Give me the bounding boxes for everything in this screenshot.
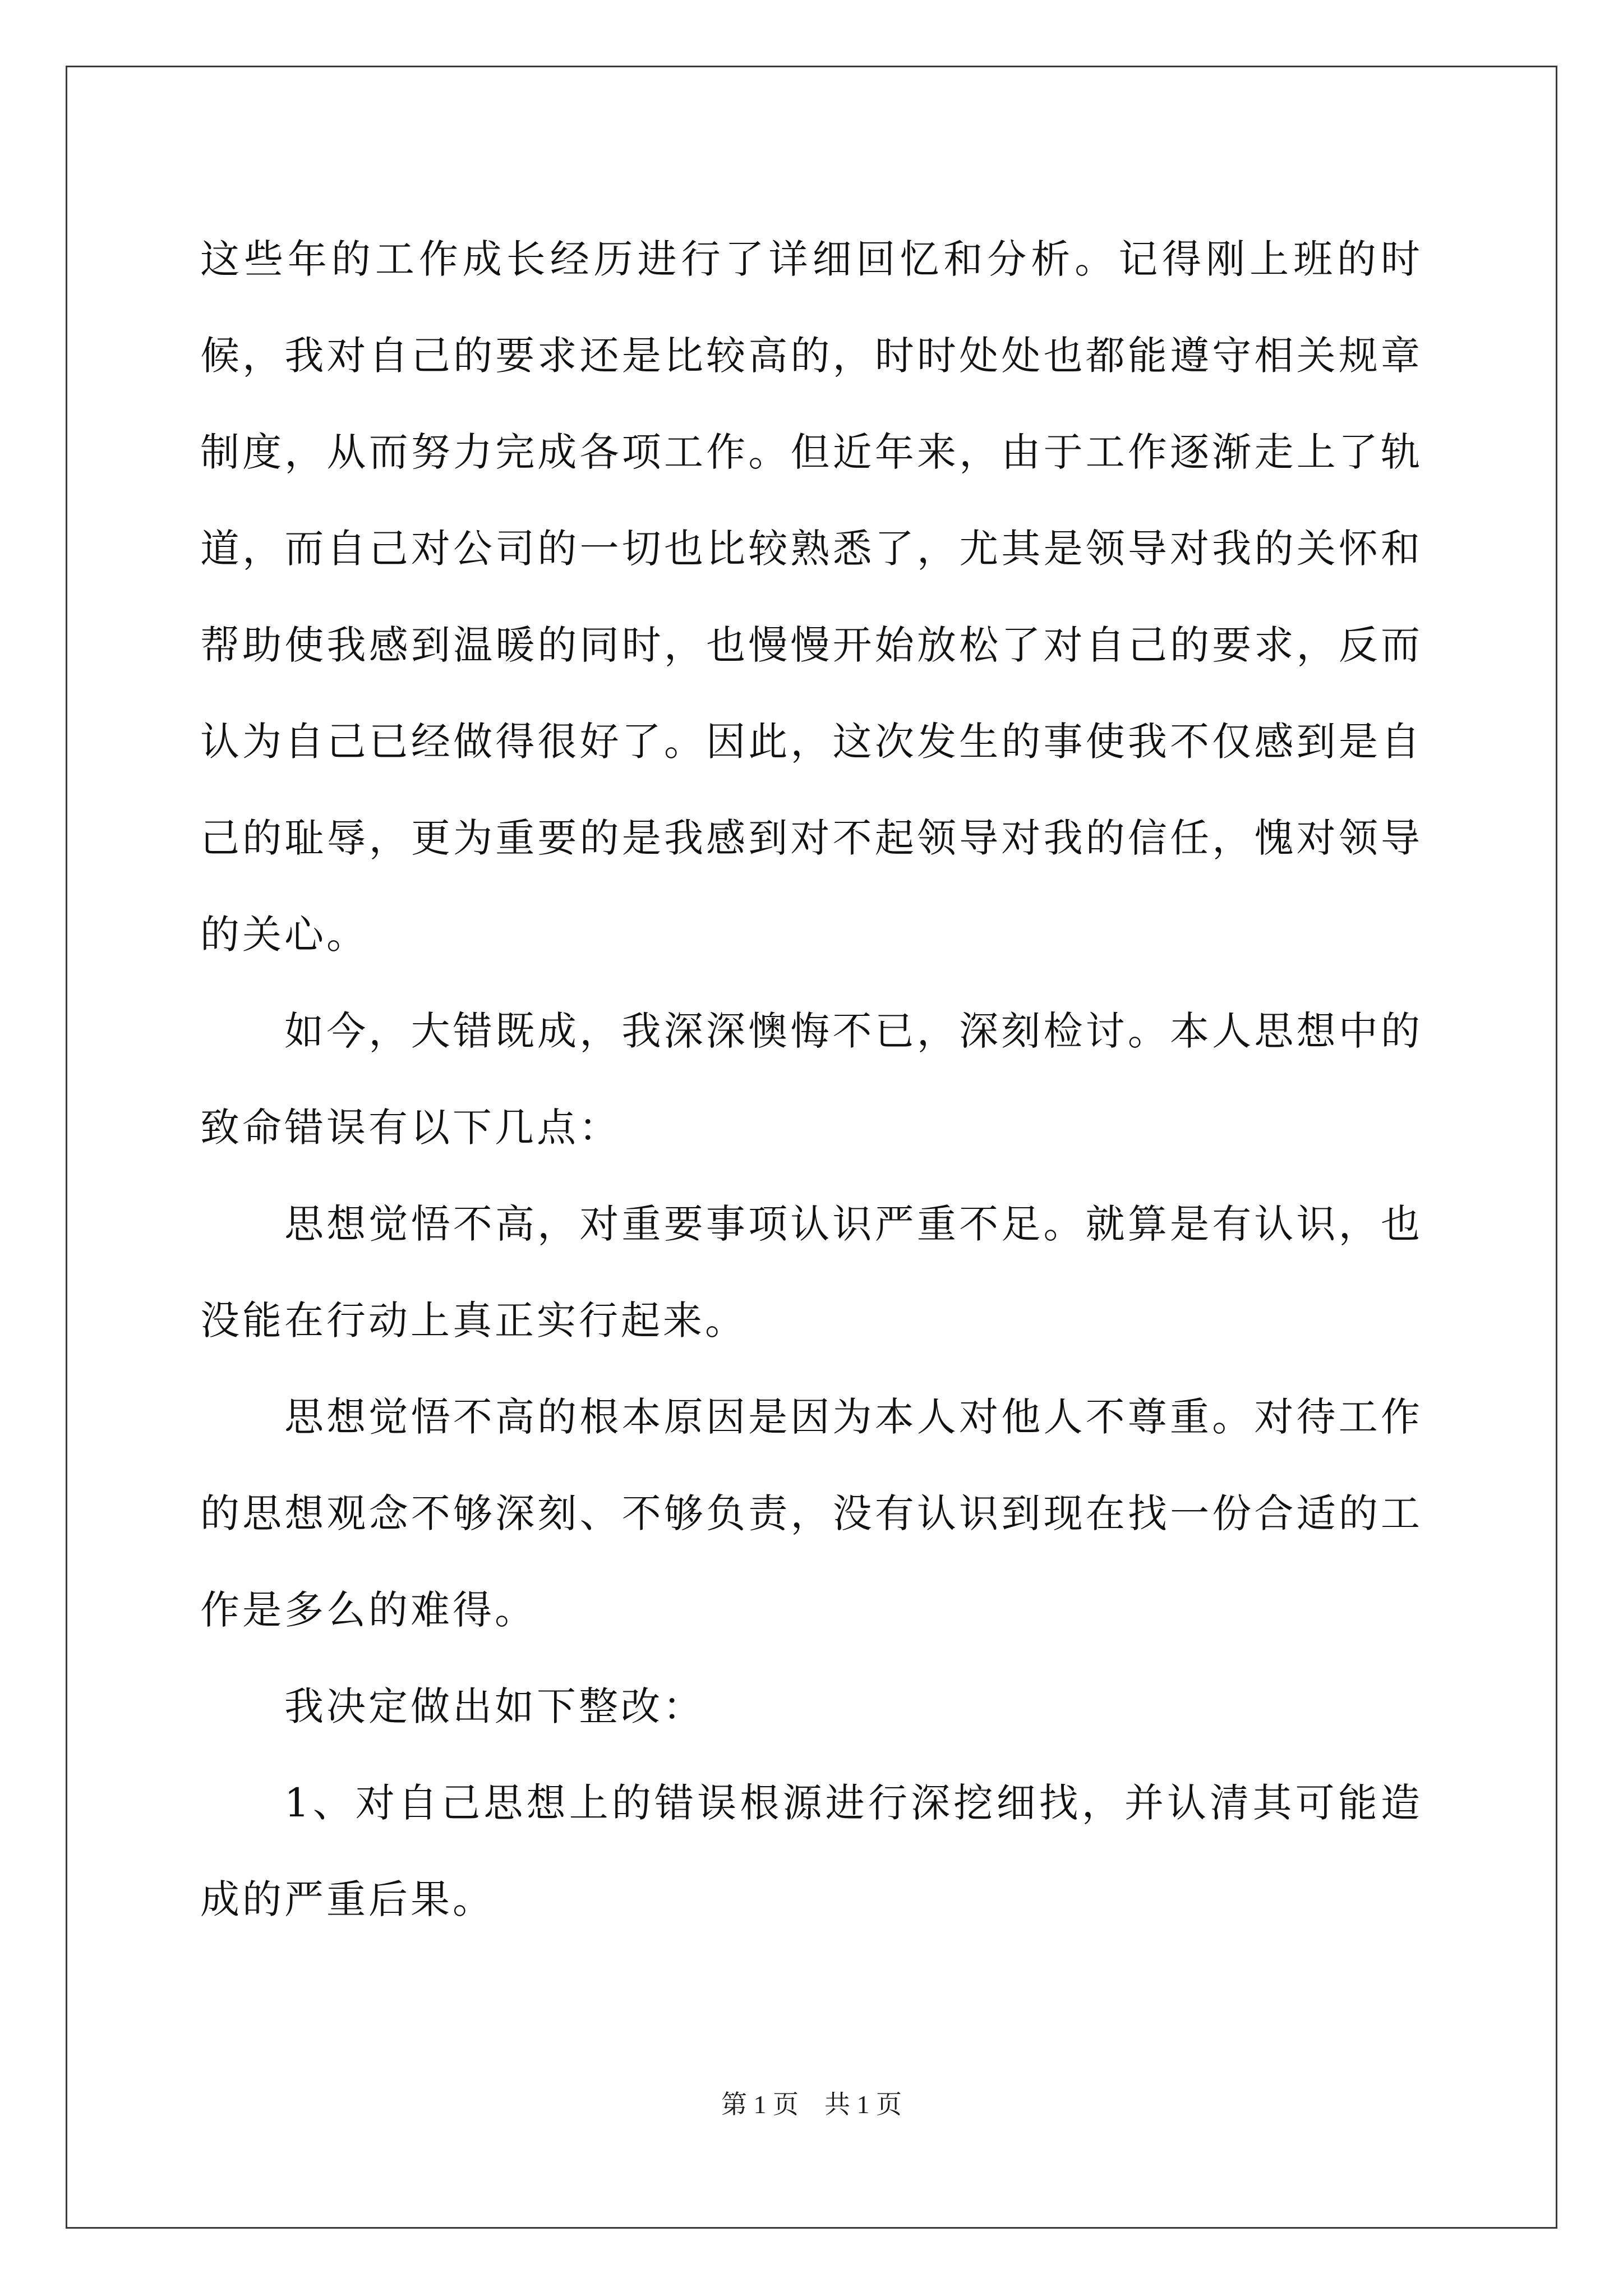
paragraph-4: 思想觉悟不高的根本原因是因为本人对他人不尊重。对待工作的思想观念不够深刻、不够负责，没有认识到现在找一份合适的工作是多么的难得。	[200, 1394, 1423, 1633]
paragraph-2: 如今，大错既成，我深深懊悔不已，深刻检讨。本人思想中的致命错误有以下几点：	[200, 1008, 1423, 1151]
page-number-footer: 第 1 页 共 1 页	[721, 2090, 902, 2119]
document-body	[200, 211, 1423, 1948]
paragraph-3: 思想觉悟不高，对重要事项认识严重不足。就算是有认识，也没能在行动上真正实行起来。	[200, 1201, 1423, 1343]
paragraph-6: 1、对自己思想上的错误根源进行深挖细找，并认清其可能造成的严重后果。	[200, 1780, 1423, 1922]
paragraph-1: 这些年的工作成长经历进行了详细回忆和分析。记得刚上班的时候，我对自己的要求还是比较高的，时时处处也都能遵守相关规章制度，从而努力完成各项工作。但近年来，由于工作逐渐走上了轨道，而自己对公司的一切也比较熟悉了，尤其是领导对我的关怀和帮助使我感到温暖的同时，也慢慢开始放松了对自己的要求，反而认为自己已经做得很好了。因此，这次发生的事使我不仅感到是自己的耻辱，更为重要的是我感到对不起领导对我的信任，愧对领导的关心。	[200, 236, 1423, 958]
paragraph-5: 我决定做出如下整改：	[284, 1683, 705, 1729]
